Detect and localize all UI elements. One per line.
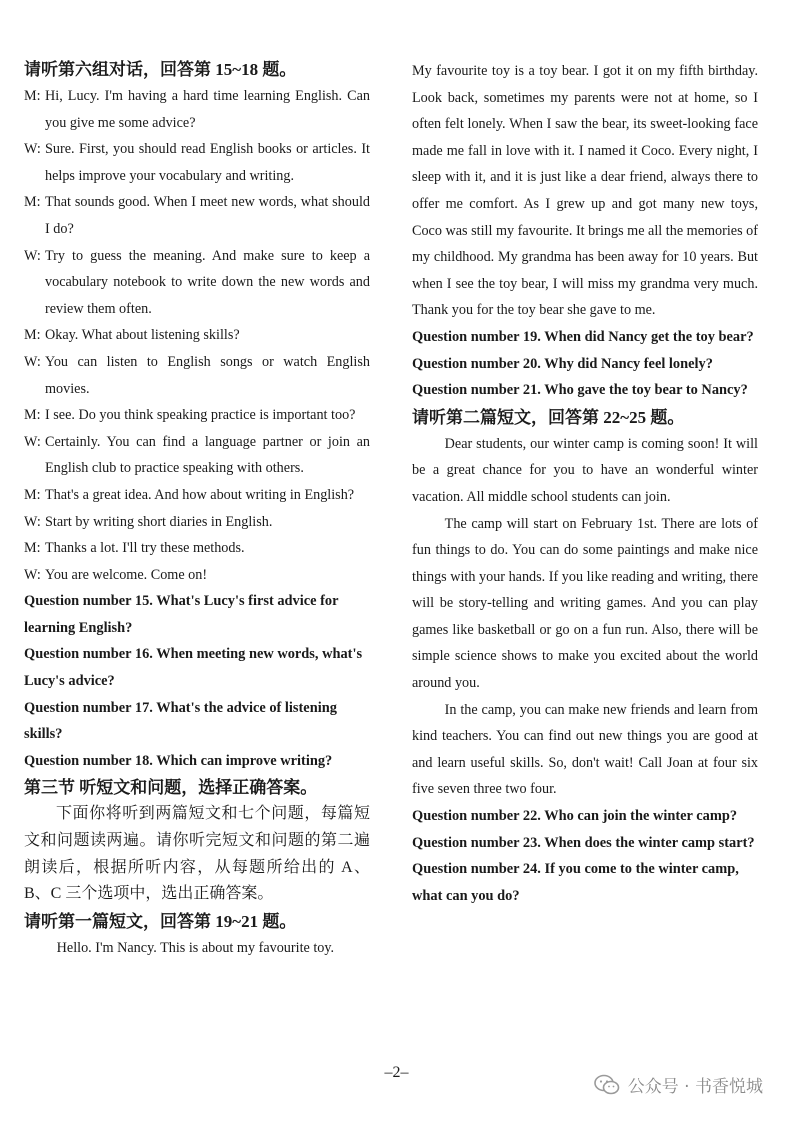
question-17: Question number 17. What's the advice of listening skills? <box>24 699 337 743</box>
speaker: W: <box>24 433 41 450</box>
passage-1-opening: Hello. I'm Nancy. This is about my favourite toy. <box>56 939 335 956</box>
question-16: Question number 16. When meeting new words, what's Lucy's advice? <box>24 646 363 690</box>
left-column <box>24 56 370 961</box>
dialogue <box>24 83 370 588</box>
speaker: M: <box>24 194 41 211</box>
part-3-instructions: 下面你将听到两篇短文和七个问题，每篇短文和问题读两遍。请你听完短文和问题的第二遍朗读后，根据所听内容，从每题所给出的 A、B、C 三个选项中，选出正确答案。 <box>24 805 370 903</box>
dialogue-line <box>24 189 370 242</box>
passage-1-body: My favourite toy is a toy bear. I got it on my fifth birthday. Look back, sometimes my parents were not at home, so I often felt lonely. When I saw the bear, its sweet-looking face made me fall in love with it. I named it Coco. Every night, I sleep with it, and it is just like a dear friend, always there to offer me comfort. As I grew up and got many new toys, Coco was still my favourite. It brings me all the memories of my childhood. My grandma has been away for 10 years. But when I see the toy bear, I will miss my grandma very much. Thank you for the toy bear she gave to me. <box>412 63 758 319</box>
utterance: Certainly. You can find a language partner or join an English club to practice speaking with others. <box>45 433 370 477</box>
utterance: Okay. What about listening skills? <box>45 327 240 344</box>
section-header-passage-2: 请听第二篇短文，回答第 22~25 题。 <box>412 407 685 427</box>
utterance: Start by writing short diaries in English. <box>45 513 273 530</box>
speaker: M: <box>24 486 41 503</box>
question-19: Question number 19. When did Nancy get the toy bear? <box>412 328 754 345</box>
speaker: M: <box>24 540 41 557</box>
passage-2-paragraph-1: Dear students, our winter camp is coming soon! It will be a great chance for you to have an wonderful winter vacation. All middle school students can join. <box>412 435 758 505</box>
wechat-icon <box>594 1074 620 1096</box>
page-number: –2– <box>384 1064 409 1081</box>
question-21: Question number 21. Who gave the toy bear to Nancy? <box>412 382 748 399</box>
dialogue-line <box>24 243 370 323</box>
utterance: Try to guess the meaning. And make sure to keep a vocabulary notebook to write down the new words and review them often. <box>45 247 370 317</box>
watermark <box>594 1072 763 1097</box>
utterance: I see. Do you think speaking practice is important too? <box>45 407 356 424</box>
dialogue-line <box>24 402 370 429</box>
speaker: W: <box>24 353 41 370</box>
utterance: Hi, Lucy. I'm having a hard time learning English. Can you give me some advice? <box>45 88 370 131</box>
section-header-passage-1: 请听第一篇短文，回答第 19~21 题。 <box>24 911 297 931</box>
speaker: W: <box>24 141 41 158</box>
utterance: That's a great idea. And how about writing in English? <box>45 486 355 503</box>
utterance: That sounds good. When I meet new words, what should I do? <box>45 194 370 237</box>
passage-2-paragraph-3: In the camp, you can make new friends and learn from kind teachers. You can find out new things you are good at and learn useful skills. So, don't wait! Call Joan at four six five seven three two four. <box>412 701 758 798</box>
dialogue-line <box>24 482 370 509</box>
question-24: Question number 24. If you come to the winter camp, what can you do? <box>412 861 739 904</box>
utterance: You can listen to English songs or watch English movies. <box>45 353 370 397</box>
dialogue-line <box>24 322 370 349</box>
utterance: Thanks a lot. I'll try these methods. <box>45 540 245 557</box>
speaker: M: <box>24 407 41 424</box>
utterance: Sure. First, you should read English books or articles. It helps improve your vocabulary and writing. <box>45 141 370 184</box>
dialogue-line <box>24 136 370 189</box>
speaker: M: <box>24 88 41 104</box>
speaker: W: <box>24 247 41 264</box>
part-3-title: 第三节 听短文和问题，选择正确答案。 <box>24 778 318 798</box>
passage-2-paragraph-2: The camp will start on February 1st. There are lots of fun things to do. You can do some paintings and make nice things with your hands. If you like reading and writing, there will be story-telling and writing games. And you can play games like basketball or go on a fun run. Also, there will be simple science shows to make you excited about the world around you. <box>412 515 758 692</box>
dialogue-line <box>24 83 370 136</box>
question-22: Question number 22. Who can join the winter camp? <box>412 808 738 825</box>
right-column <box>412 58 758 909</box>
dialogue-line <box>24 349 370 402</box>
section-header-dialogue-6: 请听第六组对话，回答第 15~18 题。 <box>24 60 297 79</box>
question-15: Question number 15. What's Lucy's first advice for learning English? <box>24 593 339 636</box>
dialogue-line <box>24 429 370 482</box>
utterance: You are welcome. Come on! <box>45 566 208 583</box>
speaker: W: <box>24 513 41 530</box>
dialogue-line <box>24 562 370 589</box>
watermark-text: 公众号 · 书香悦城 <box>627 1077 763 1097</box>
question-20: Question number 20. Why did Nancy feel lonely? <box>412 355 713 372</box>
dialogue-line <box>24 509 370 536</box>
speaker: W: <box>24 566 41 583</box>
speaker: M: <box>24 327 41 344</box>
question-23: Question number 23. When does the winter camp start? <box>412 834 755 851</box>
dialogue-line <box>24 535 370 562</box>
question-18: Question number 18. Which can improve writing? <box>24 752 333 769</box>
